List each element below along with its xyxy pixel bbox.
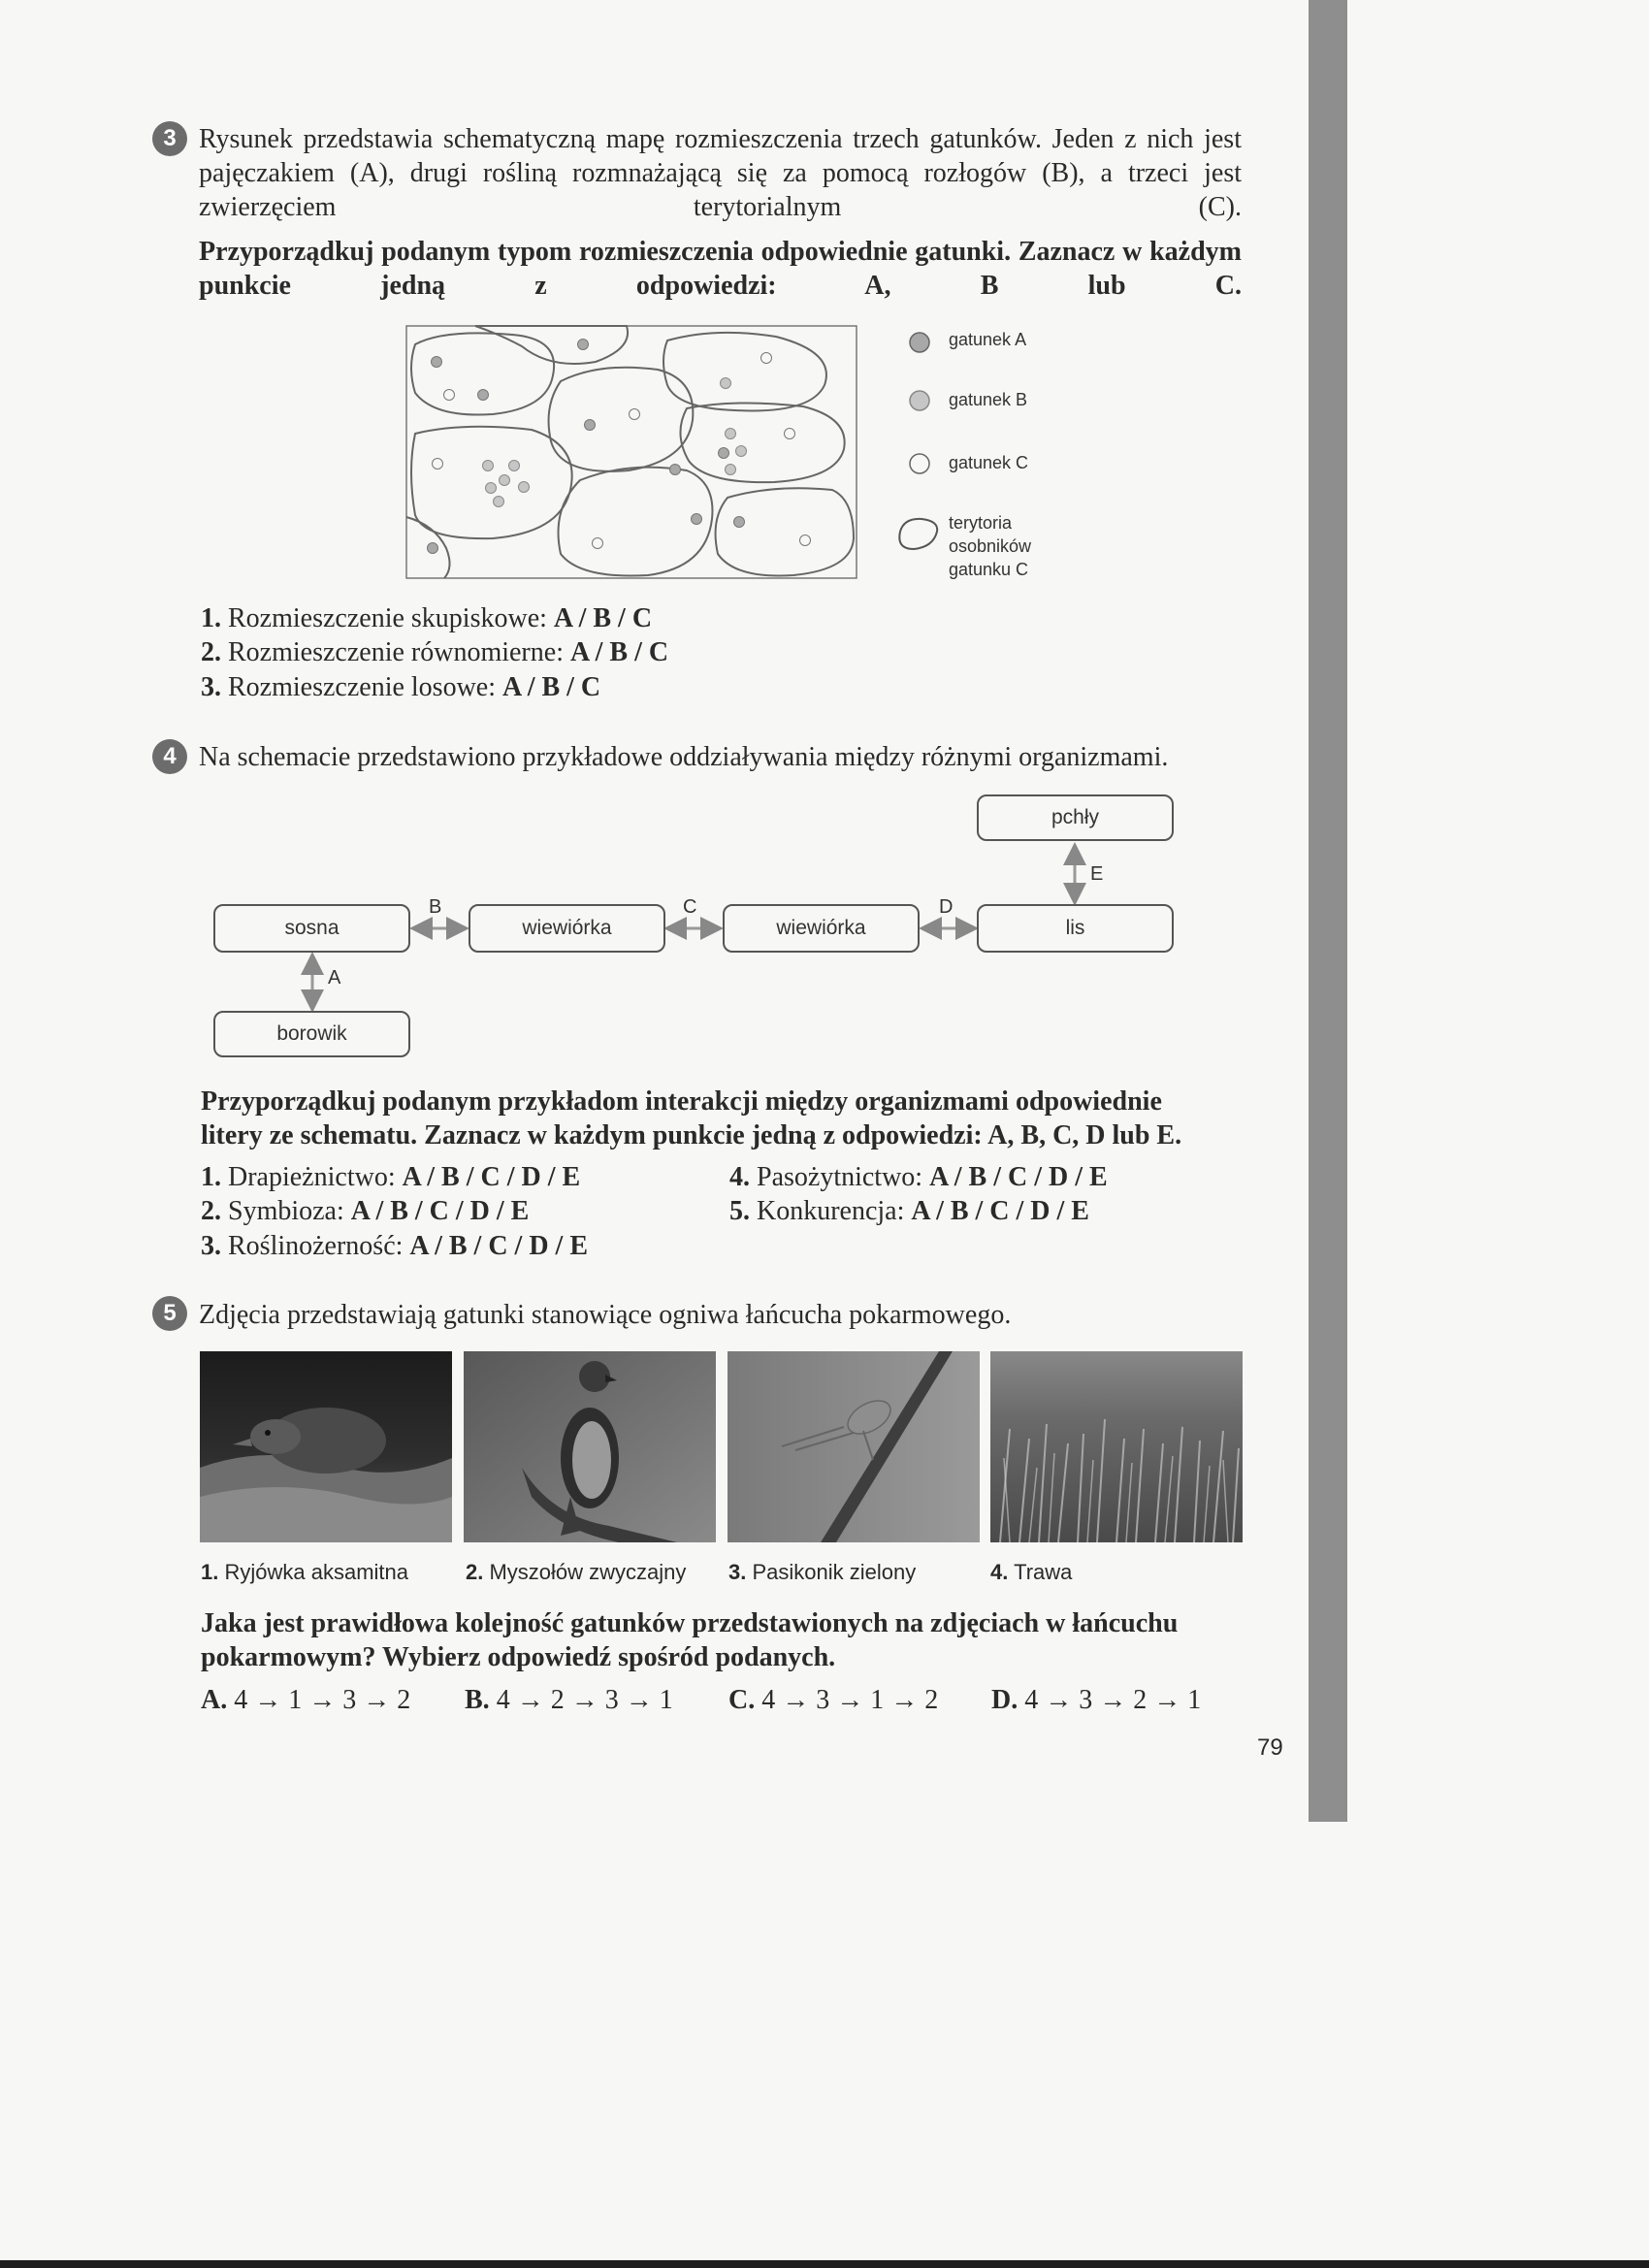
question-4-item-1 [201, 1160, 580, 1194]
node-lis: lis [977, 904, 1174, 953]
answer-b[interactable]: B. 4 → 2 → 3 → 1 [465, 1685, 673, 1715]
photo-grass [990, 1351, 1243, 1542]
question-5-number: 5 [152, 1296, 187, 1331]
label-a: A [328, 967, 341, 988]
item-label: Rozmieszczenie równomierne: [228, 637, 564, 667]
photo-grasshopper [728, 1351, 980, 1542]
page-number: 79 [1257, 1734, 1283, 1761]
question-4-item-5 [729, 1194, 1089, 1228]
item-options[interactable]: A / B / C [502, 672, 601, 702]
question-4-item-3 [201, 1229, 588, 1263]
item-number: 1. [201, 1162, 221, 1192]
item-number: 2. [201, 637, 221, 667]
question-5-prompt: Jaka jest prawidłowa kolejność gatunków przedstawionych na zdjęciach w łańcuchu pokarmowym? Wybierz odpowiedź spośród podanych. [201, 1608, 1179, 1672]
node-sosna: sosna [213, 904, 410, 953]
label-d: D [939, 896, 954, 918]
page-edge-band [1309, 0, 1347, 1822]
item-label: Konkurencja: [757, 1196, 905, 1226]
question-4-intro: Na schemacie przedstawiono przykładowe oddziaływania między różnymi organizmami. [199, 742, 1169, 772]
question-5-intro: Zdjęcia przedstawiają gatunki stanowiące ogniwa łańcucha pokarmowego. [199, 1300, 1012, 1330]
question-3-intro: Rysunek przedstawia schematyczną mapę rozmieszczenia trzech gatunków. Jeden z nich jest pajęczakiem (A), drugi rośliną rozmnażającą się za pomocą rozłogów (B), a trzeci jest zwierzęciem terytorialnym (C). [199, 124, 1242, 222]
label-e: E [1090, 863, 1104, 885]
item-options[interactable]: A / B / C [553, 603, 653, 633]
question-4-item-2 [201, 1194, 529, 1228]
item-label: Drapieżnictwo: [228, 1162, 396, 1192]
legend-label-species-c: gatunek C [949, 453, 1029, 472]
item-label: Pasożytnictwo: [757, 1162, 923, 1192]
node-borowik: borowik [213, 1011, 410, 1057]
item-number: 3. [201, 1231, 221, 1261]
legend-label-species-b: gatunek B [949, 390, 1028, 409]
item-label: Rozmieszczenie losowe: [228, 672, 497, 702]
question-4-instruction: Przyporządkuj podanym przykładom interakcji między organizmami odpowiednie litery ze schematu. Zaznacz w każdym punkcie jedną z odpowiedzi: A, B, C, D lub E. [201, 1086, 1182, 1150]
item-label: Symbioza: [228, 1196, 344, 1226]
item-label: Rozmieszczenie skupiskowe: [228, 603, 547, 633]
photo-buzzard [464, 1351, 716, 1542]
node-wiewiorka-1: wiewiórka [469, 904, 665, 953]
question-3-number: 3 [152, 121, 187, 156]
item-options[interactable]: A / B / C / D / E [402, 1162, 581, 1192]
question-4-item-4 [729, 1160, 1108, 1194]
legend-label-species-a: gatunek A [949, 330, 1027, 349]
answer-d[interactable]: D. 4 → 3 → 2 → 1 [991, 1685, 1202, 1715]
item-options[interactable]: A / B / C / D / E [409, 1231, 589, 1261]
item-options[interactable]: A / B / C / D / E [911, 1196, 1089, 1226]
scan-edge [0, 2260, 1649, 2268]
item-number: 3. [201, 672, 221, 702]
question-3-instruction: Przyporządkuj podanym typom rozmieszczenia odpowiednie gatunki. Zaznacz w każdym punkcie jedną z odpowiedzi: A, B lub C. [199, 237, 1242, 301]
label-b: B [429, 896, 442, 918]
node-wiewiorka-2: wiewiórka [723, 904, 920, 953]
item-number: 2. [201, 1196, 221, 1226]
item-number: 1. [201, 603, 221, 633]
answer-a[interactable]: A. 4 → 1 → 3 → 2 [201, 1685, 411, 1715]
item-options[interactable]: A / B / C [569, 637, 669, 667]
node-pchly: pchły [977, 794, 1174, 841]
photo-caption-4: 4. Trawa [990, 1560, 1073, 1584]
question-4-number: 4 [152, 739, 187, 774]
legend-label-territory: terytoria osobników gatunku C [949, 513, 1032, 579]
answer-c[interactable]: C. 4 → 3 → 1 → 2 [728, 1685, 939, 1715]
photo-shrew [200, 1351, 452, 1542]
item-label: Roślinożerność: [228, 1231, 404, 1261]
photo-caption-3: 3. Pasikonik zielony [728, 1560, 917, 1584]
photo-caption-1: 1. Ryjówka aksamitna [201, 1560, 408, 1584]
label-c: C [683, 896, 697, 918]
item-number: 5. [729, 1196, 750, 1226]
item-options[interactable]: A / B / C / D / E [350, 1196, 530, 1226]
item-number: 4. [729, 1162, 750, 1192]
item-options[interactable]: A / B / C / D / E [929, 1162, 1108, 1192]
photo-caption-2: 2. Myszołów zwyczajny [466, 1560, 687, 1584]
